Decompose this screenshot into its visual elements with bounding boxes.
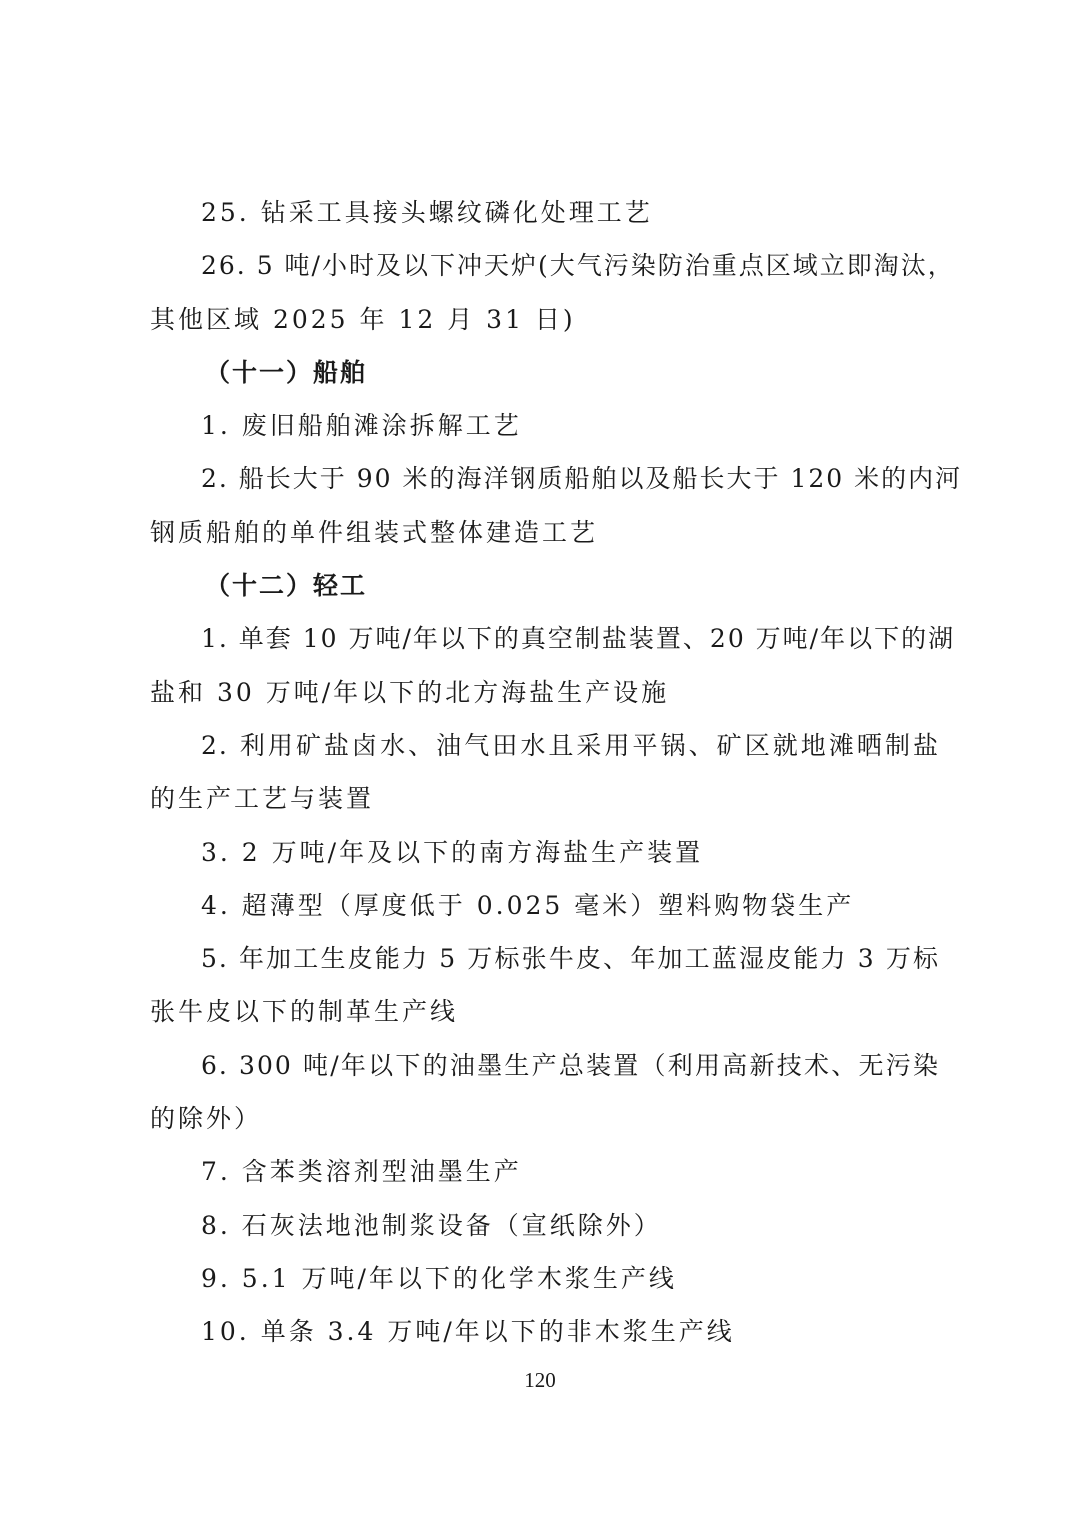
list-item-1: 1. 单套 10 万吨/年以下的真空制盐装置、20 万吨/年以下的湖	[201, 624, 956, 654]
page-number: 120	[524, 1368, 556, 1392]
list-item-1: 1. 废旧船舶滩涂拆解工艺	[201, 411, 522, 441]
list-item-2-continuation: 的生产工艺与装置	[150, 784, 375, 814]
list-item-2-continuation: 钢质船舶的单件组装式整体建造工艺	[150, 517, 599, 547]
list-item-26-continuation: 其他区域 2025 年 12 月 31 日)	[150, 304, 576, 334]
section-heading-shipbuilding: （十一）船舶	[205, 357, 368, 387]
list-item-3: 3. 2 万吨/年及以下的南方海盐生产装置	[201, 837, 704, 867]
list-item-26: 26. 5 吨/小时及以下冲天炉(大气污染防治重点区域立即淘汰，	[201, 251, 955, 281]
list-item-5-continuation: 张牛皮以下的制革生产线	[150, 997, 459, 1027]
section-heading-light-industry: （十二）轻工	[205, 571, 368, 601]
list-item-8: 8. 石灰法地池制浆设备（宣纸除外）	[201, 1210, 662, 1240]
list-item-7: 7. 含苯类溶剂型油墨生产	[201, 1157, 522, 1187]
list-item-6: 6. 300 吨/年以下的油墨生产总装置（利用高新技术、无污染	[201, 1050, 940, 1080]
list-item-5: 5. 年加工生皮能力 5 万标张牛皮、年加工蓝湿皮能力 3 万标	[201, 944, 940, 974]
list-item-2: 2. 船长大于 90 米的海洋钢质船舶以及船长大于 120 米的内河	[201, 464, 963, 494]
list-item-2: 2. 利用矿盐卤水、油气田水且采用平锅、矿区就地滩晒制盐	[201, 730, 940, 760]
document-body	[150, 186, 963, 1359]
list-item-4: 4. 超薄型（厚度低于 0.025 毫米）塑料购物袋生产	[201, 890, 855, 920]
list-item-1-continuation: 盐和 30 万吨/年以下的北方海盐生产设施	[150, 677, 670, 707]
list-item-9: 9. 5.1 万吨/年以下的化学木浆生产线	[201, 1263, 677, 1293]
list-item-10: 10. 单条 3.4 万吨/年以下的非木浆生产线	[201, 1317, 735, 1347]
list-item-25: 25. 钻采工具接头螺纹磷化处理工艺	[201, 198, 653, 227]
list-item-6-continuation: 的除外）	[150, 1104, 263, 1134]
